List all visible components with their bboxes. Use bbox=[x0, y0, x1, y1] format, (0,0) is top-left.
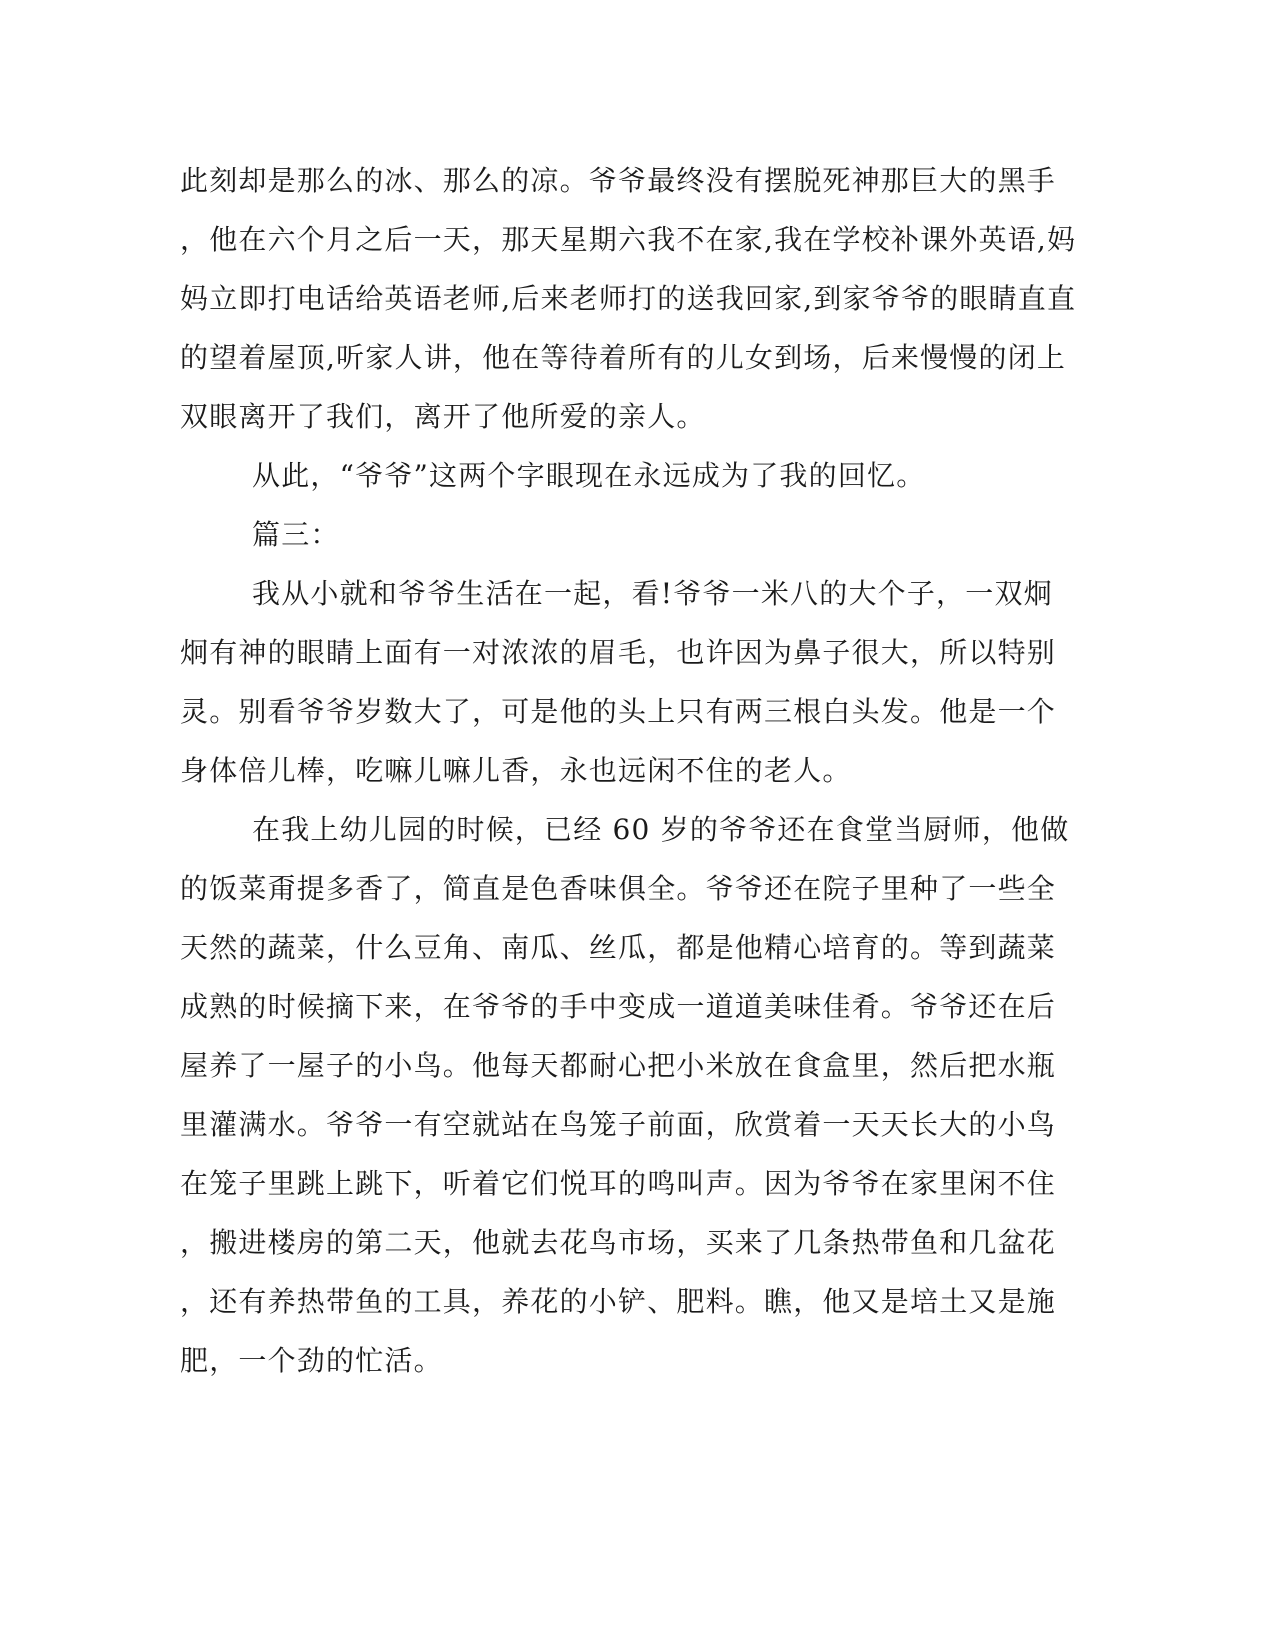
text-line: 妈立即打电话给英语老师,后来老师打的送我回家,到家爷爷的眼睛直直 bbox=[180, 282, 1077, 315]
text-line: 成熟的时候摘下来，在爷爷的手中变成一道道美味佳肴。爷爷还在后 bbox=[180, 990, 1057, 1023]
text-line: 从此，“爷爷”这两个字眼现在永远成为了我的回忆。 bbox=[252, 459, 926, 492]
text-line: 身体倍儿棒，吃嘛儿嘛儿香，永也远闲不住的老人。 bbox=[180, 754, 852, 787]
text-line: 双眼离开了我们，离开了他所爱的亲人。 bbox=[180, 400, 706, 433]
text-line: ，搬进楼房的第二天，他就去花鸟市场，买来了几条热带鱼和几盆花 bbox=[180, 1226, 1057, 1259]
text-line: 天然的蔬菜，什么豆角、南瓜、丝瓜，都是他精心培育的。等到蔬菜 bbox=[180, 931, 1057, 964]
text-line: ，他在六个月之后一天，那天星期六我不在家,我在学校补课外英语,妈 bbox=[180, 223, 1077, 256]
text-line: 肥，一个劲的忙活。 bbox=[180, 1344, 443, 1377]
text-line: 的望着屋顶,听家人讲，他在等待着所有的儿女到场，后来慢慢的闭上 bbox=[180, 341, 1067, 374]
text-line: 在我上幼儿园的时候，已经 60 岁的爷爷还在食堂当厨师，他做 bbox=[252, 813, 1070, 846]
text-line: 屋养了一屋子的小鸟。他每天都耐心把小米放在食盒里，然后把水瓶 bbox=[180, 1049, 1057, 1082]
text-line: 我从小就和爷爷生活在一起，看!爷爷一米八的大个子，一双炯 bbox=[252, 577, 1053, 610]
text-line: 灵。别看爷爷岁数大了，可是他的头上只有两三根白头发。他是一个 bbox=[180, 695, 1057, 728]
text-line: ，还有养热带鱼的工具，养花的小铲、肥料。瞧，他又是培土又是施 bbox=[180, 1285, 1057, 1318]
section-heading: 篇三： bbox=[252, 518, 340, 551]
text-line: 炯有神的眼睛上面有一对浓浓的眉毛，也许因为鼻子很大，所以特别 bbox=[180, 636, 1057, 669]
body-text bbox=[180, 161, 1077, 1400]
text-line: 在笼子里跳上跳下，听着它们悦耳的鸣叫声。因为爷爷在家里闲不住 bbox=[180, 1167, 1057, 1200]
text-line: 此刻却是那么的冰、那么的凉。爷爷最终没有摆脱死神那巨大的黑手 bbox=[180, 164, 1057, 197]
text-line: 的饭菜甭提多香了，简直是色香味俱全。爷爷还在院子里种了一些全 bbox=[180, 872, 1057, 905]
text-line: 里灌满水。爷爷一有空就站在鸟笼子前面，欣赏着一天天长大的小鸟 bbox=[180, 1108, 1057, 1141]
